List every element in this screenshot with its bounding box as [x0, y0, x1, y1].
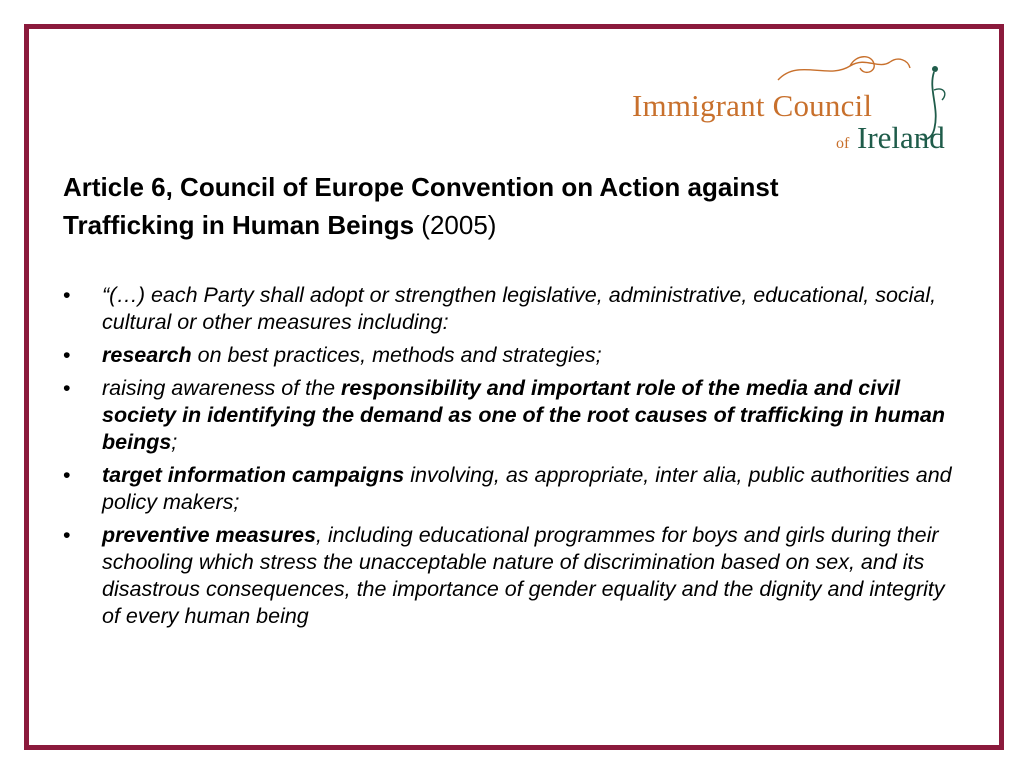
bullet-icon: •	[63, 343, 71, 367]
bullet-icon: •	[63, 523, 71, 547]
slide-title	[63, 168, 893, 244]
logo-text-ireland: Ireland	[857, 120, 945, 155]
bullet-emphasis: research	[102, 343, 192, 367]
bullet-text: “(…) each Party shall adopt or strengthen legislative, administrative, educational, social, cultural or other measures including:	[102, 283, 937, 334]
title-year: (2005)	[421, 210, 497, 240]
bullet-text: , including educational programmes for boys and girls during their schooling which stress the unacceptable nature of discrimination based on sex, and its disastrous consequences, the importance of gender equality and the dignity and integrity of every human being	[102, 523, 945, 628]
bullet-icon: •	[63, 283, 71, 307]
bullet-emphasis: responsibility and important role of the media and civil society in identifying the demand as one of the root causes of trafficking in human beings	[102, 376, 946, 454]
bullet-item	[63, 462, 963, 516]
title-main: Article 6, Council of Europe Convention on Action against Trafficking in Human Beings	[63, 172, 779, 240]
bullet-text: ;	[171, 430, 178, 454]
bullet-item	[63, 342, 963, 369]
bullet-item	[63, 282, 963, 336]
bullet-icon: •	[63, 376, 71, 400]
bullet-text: raising awareness of the	[102, 376, 342, 400]
bullet-icon: •	[63, 463, 71, 487]
bullet-list	[63, 282, 963, 636]
bullet-emphasis: preventive measures	[102, 523, 316, 547]
logo-text-of: of	[836, 135, 850, 152]
bullet-emphasis: target information campaigns	[102, 463, 405, 487]
immigrant-council-logo	[628, 50, 978, 155]
bullet-text: on best practices, methods and strategies;	[191, 343, 602, 367]
bullet-item	[63, 522, 963, 630]
logo-text-immigrant-council: Immigrant Council	[632, 88, 873, 123]
bullet-item	[63, 375, 963, 456]
bullet-text: involving, as appropriate, inter alia, public authorities and policy makers;	[102, 463, 952, 514]
